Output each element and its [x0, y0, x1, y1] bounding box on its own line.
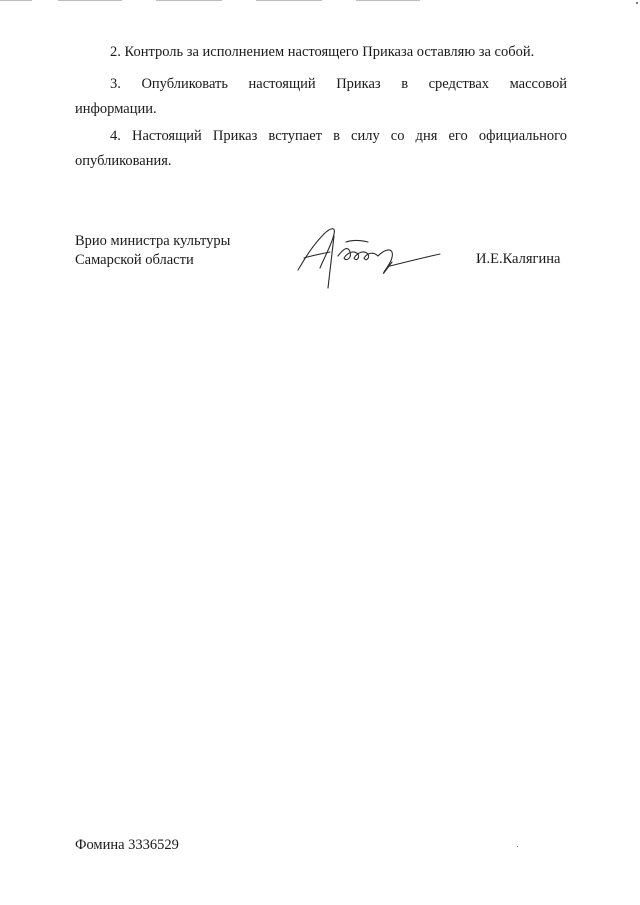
item-number: 4. — [110, 128, 121, 144]
scan-artifact — [356, 0, 420, 1]
scan-speck — [636, 2, 638, 4]
item-text-line2: информации. — [75, 101, 157, 117]
signer-name: И.Е.Калягина — [476, 251, 561, 267]
handwritten-signature — [290, 212, 450, 292]
scan-artifact — [156, 0, 222, 1]
item-text-line1: Настоящий Приказ вступает в силу со дня его официального — [131, 128, 567, 144]
item-number: 2. — [110, 44, 121, 60]
order-item-2 — [75, 40, 567, 65]
signer-position-line1: Врио министра культуры — [75, 233, 231, 249]
item-number: 3. — [110, 76, 121, 92]
scan-artifact — [256, 0, 322, 1]
scan-speck — [517, 846, 518, 847]
item-text: Контроль за исполнением настоящего Приказа оставляю за собой. — [124, 44, 535, 60]
scan-artifact — [58, 0, 122, 1]
item-text-line1: Опубликовать настоящий Приказ в средствах массовой — [141, 76, 567, 92]
signer-position — [75, 232, 230, 270]
order-item-3 — [75, 72, 567, 122]
scan-artifact — [0, 0, 32, 1]
item-text-line2: опубликования. — [75, 153, 172, 169]
signer-position-line2: Самарской области — [75, 252, 194, 268]
order-item-4 — [75, 124, 567, 174]
executor-info: Фомина 3336529 — [75, 837, 179, 853]
